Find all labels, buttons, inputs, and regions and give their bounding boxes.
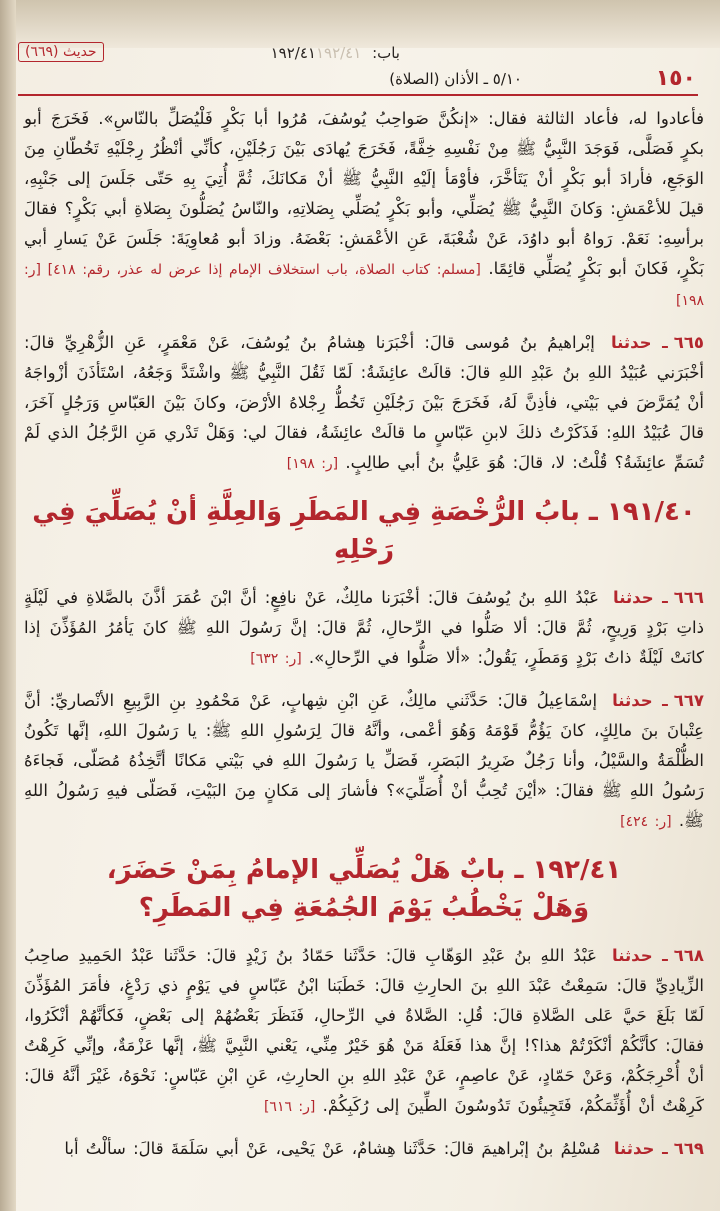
running-head-text: باب: ١٩٢/٤١ [270,44,400,62]
hadith-669 [24,1134,704,1164]
hadith-text: مُسْلِمُ بنُ إبْراهيمَ قالَ: حَدَّثَنا هِشامٌ، عَنْ يَحْيى، عَنْ أبي سَلَمَةَ قالَ: سألْتُ أبا [64,1139,601,1158]
citation: [مسلم: كتاب الصلاة، باب استخلاف الإمام إذا عرض له عذر، رقم: ٤١٨] [ر: ١٩٨] [24,262,704,309]
hadith-number: ٦٦٧ [673,691,704,710]
spacer [24,674,704,686]
spacer [24,316,704,328]
chapter-heading-line-2: وَهَلْ يَخْطُبُ يَوْمَ الجُمُعَةِ فِي المَطَرِ؟ [138,893,590,923]
chapter-heading-41 [24,851,704,927]
hadith-text: عَبْدُ اللهِ بنُ عَبْدِ الوَهّابِ قالَ: حَدَّثَنا حَمّادُ بنُ زَيْدٍ قالَ: حَدَّثَنا عَبْدُ الحَمِيدِ صاحِبُ الزِّيادِيِّ قالَ: سَمِعْتُ عَبْدَ اللهِ بنَ الحارِثِ قالَ: خَطَبَنا ابْنُ عَبّاسٍ في يَوْمٍ ذي رَدْغٍ، فأمَرَ المُؤَذِّنَ لَمّا بَلَغَ حَيَّ عَلى الصَّلاةِ قالَ: قُلِ: الصَّلاةُ في الرِّحالِ، فَنَظَرَ بَعْضُهُمْ إلى بَعْضٍ، فَكأنَّهُمْ أنْكَرُوا، فقالَ: كأنَّكُمْ أنْكَرْتُمْ هذا؟! إنَّ هذا فَعَلَهُ مَنْ هُوَ خَيْرٌ مِنِّي، يَعْني النَّبِيَّ ﷺ، إنَّها عَزْمَةٌ، وإنِّي كَرِهْتُ أنْ أُحْرِجَكُمْ، وَعَنْ حَمّادٍ، عَنْ عاصِمٍ، عَنْ عَبْدِ اللهِ بنِ الحارِثِ، عَنِ ابْنِ عَبّاسٍ: نَحْوَهُ، غَيْرَ أنَّهُ قالَ: كَرِهْتُ أنْ أُؤَثِّمَكُمْ، فَتَجِيئُونَ تَدُوسُونَ الطِّينَ إلى رُكَبِكُمْ. [24,946,704,1115]
chapter-heading-40: ١٩١/٤٠ ـ بابُ الرُّخْصَةِ فِي المَطَرِ وَالعِلَّةِ أنْ يُصَلِّيَ فِي رَحْلِهِ [32,497,696,565]
hadith-667 [24,686,704,837]
hadith-number: ٦٦٥ [673,333,704,352]
hadith-text: إبْراهيمُ بنُ مُوسى قالَ: أخْبَرَنا هِشامُ بنُ يُوسُفَ، عَنْ مَعْمَرٍ، عَنِ الزُّهْرِيِّ قالَ: أخْبَرَني عُبَيْدُ اللهِ بنُ عَبْدِ اللهِ قالَ: قالَتْ عائِشَةُ: لَمّا ثَقُلَ النَّبِيُّ ﷺ واشْتَدَّ وَجَعُهُ، اسْتَأذَنَ أزْواجَهُ أنْ يُمَرَّضَ في بَيْتي، فأذِنَّ لَهُ، فَخَرَجَ بَيْنَ رَجُلَيْنِ تَخُطُّ رِجْلاهُ الأرْضَ، وكانَ بَيْنَ العَبّاسِ وَرَجُلٍ آخَرَ، قالَ عُبَيْدُ اللهِ: فَذَكَرْتُ ذلكَ لابنِ عَبّاسٍ ما قالَتْ عائِشَةُ، فقالَ لي: وَهَلْ تَدْري مَنِ الرَّجُلُ الذي لَمْ تُسَمِّ عائِشَةُ؟ قُلْتُ: لا، قالَ: هُوَ عَلِيُّ بنُ أبي طالِبٍ. [24,333,704,472]
citation: [ر: ٤٢٤] [620,814,672,830]
hadith-664-tail [24,104,704,316]
hadith-number: ٦٦٨ [673,946,704,965]
running-head-ghost: ١٩٢/٤١ [315,44,362,62]
hadith-number: ٦٦٦ [673,588,704,607]
haddathana-label: ـ حدثنا [612,691,668,710]
running-head [271,44,400,62]
haddathana-label: ـ حدثنا [613,588,668,607]
chapter-heading-line-1: ١٩٢/٤١ ـ بابٌ هَلْ يُصَلِّي الإمامُ بِمَنْ حَضَرَ، [106,855,622,885]
citation: [ر: ١٩٨] [286,456,339,472]
page-content [24,104,704,1164]
hadith-text: فأعادوا له، فأعاد الثالثة فقال: «إنكُنَّ صَواحِبُ يُوسُفَ، مُرُوا أبا بَكْرٍ فَلْيُصَلِّ بالنّاسِ». فَخَرَجَ أبو بكرٍ فَصَلَّى، فَوَجَدَ النَّبِيُّ ﷺ مِنْ نَفْسِهِ خِفَّةً، فَخَرَجَ يُهادَى بَيْنَ رَجُلَيْنِ، كأنِّي أنْظُرُ رِجْلَيْهِ تَخُطّانِ مِنَ الوَجَعِ، فأرادَ أبو بَكْرٍ أنْ يَتَأخَّرَ، فأوْمَأ إلَيْهِ النَّبِيُّ ﷺ أنْ مَكانَكَ، ثُمَّ أُتِيَ بِهِ حَتّى جَلَسَ إلى جَنْبِهِ، قيلَ للأعْمَشِ: وَكانَ النَّبِيُّ ﷺ يُصَلِّي، وأبو بَكْرٍ يُصَلِّي بِصَلاتِهِ، والنّاسُ يُصَلُّونَ بِصَلاةِ أبي بَكْرٍ؟ فقالَ برأسِهِ: نَعَمْ. رَواهُ أبو داوُدَ، عَنْ شُعْبَةَ، عَنِ الأعْمَشِ: بَعْضَهُ. وزادَ أبو مُعاوِيَةَ: جَلَسَ عَنْ يَسارِ أبي بَكْرٍ، فَكانَ أبو بَكْرٍ يُصَلِّي قائِمًا. [24,109,704,278]
hadith-text: إسْمَاعِيلُ قالَ: حَدَّثَني مالِكٌ، عَنِ ابْنِ شِهابٍ، عَنْ مَحْمُودِ بنِ الرَّبِيعِ الأنْصاريِّ: أنَّ عِتْبانَ بنَ مالِكٍ، كانَ يَؤُمُّ قَوْمَهُ وَهُوَ أعْمى، وأنَّهُ قالَ لِرَسُولِ اللهِ ﷺ: يا رَسُولَ اللهِ، إنَّها تَكُونُ الظُّلْمَةُ والسَّيْلُ، وأنا رَجُلٌ ضَرِيرُ البَصَرِ، فَصَلِّ يا رَسُولَ اللهِ في بَيْتي مَكانًا أتَّخِذُهُ مُصَلّى، فَجاءَهُ رَسُولُ اللهِ ﷺ فقالَ: «أيْنَ تُحِبُّ أنْ أُصَلِّيَ»؟ فأشارَ إلى مَكانٍ مِنَ البَيْتِ، فَصَلّى فيهِ رَسُولُ اللهِ ﷺ. [24,691,704,830]
page-number: ١٥٠ [655,66,696,91]
hadith-text: عَبْدُ اللهِ بنُ يُوسُفَ قالَ: أخْبَرَنا مالِكٌ، عَنْ نافِعٍ: أنَّ ابْنَ عُمَرَ أذَّنَ بالصَّلاةِ في لَيْلَةٍ ذاتِ بَرْدٍ وَرِيحٍ، ثُمَّ قالَ: ألا صَلُّوا في الرِّحالِ، ثُمَّ قالَ: إنَّ رَسُولَ اللهِ ﷺ كانَ يَأمُرُ المُؤَذِّنَ إذا كانَتْ لَيْلَةٌ ذاتُ بَرْدٍ وَمَطَرٍ، يَقُولُ: «ألا صَلُّوا في الرِّحالِ». [24,588,704,667]
haddathana-label: ـ حدثنا [613,1139,668,1158]
book-chapter-title: ٥/١٠ ـ الأذان (الصلاة) [389,70,522,88]
page-top-shadow [0,0,720,48]
hadith-range-label: حديث (٦٦٩) [18,42,104,62]
spacer [24,1122,704,1134]
citation: [ر: ٦١٦] [263,1099,316,1115]
hadith-666 [24,583,704,674]
haddathana-label: ـ حدثنا [610,333,668,352]
book-spine [0,0,16,1211]
citation: [ر: ٦٣٢] [250,651,302,667]
header-rule [18,66,698,96]
haddathana-label: ـ حدثنا [612,946,668,965]
hadith-665 [24,328,704,479]
hadith-number: ٦٦٩ [673,1139,704,1158]
hadith-668 [24,941,704,1122]
